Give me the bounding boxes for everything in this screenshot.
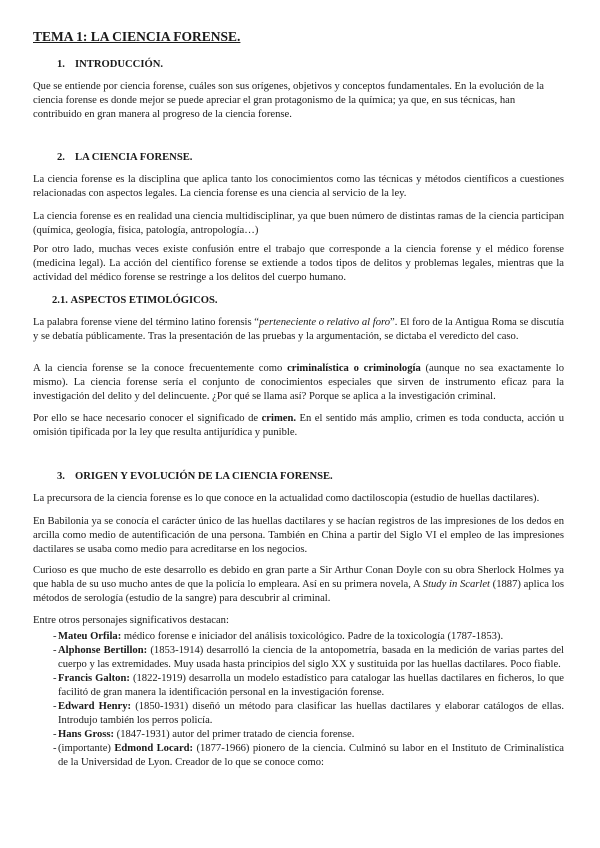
etymology-paragraph-3 [33, 412, 564, 440]
etymology-text-a: La palabra forense viene del término latino forensis “ [33, 317, 259, 328]
section-2-title: LA CIENCIA FORENSE. [75, 152, 193, 163]
person-name: Mateu Orfila: [58, 631, 122, 642]
person-name: Edward Henry: [58, 701, 132, 712]
novel-title: Study in Scarlet [422, 579, 490, 590]
etymology-text-b: ”. El foro de la Antigua Roma se discutía y se debatía públicamente. Tras la presentación de las pruebas y la argumentación, se dictaba el veredicto del caso. [33, 317, 564, 342]
person-description: (1877-1966) pionero de la ciencia. Culminó su labor en el Instituto de Criminalística de la Universidad de Lyon. Creador de lo que se conoce como: [58, 743, 565, 768]
crimen-text-a: Por ello se hace necesario conocer el significado de [33, 413, 262, 424]
doyle-text-a: Curioso es que mucho de este desarrollo es debido en gran parte a Sir Arthur Conan Doyle con su obra Sherlock Holmes ya que habla de su uso mucho antes de que la policía lo empleara. Así en su primera novela, A [33, 565, 564, 590]
section-3-title: ORIGEN Y EVOLUCIÓN DE LA CIENCIA FORENSE. [75, 471, 333, 482]
section-2-1-heading [52, 295, 218, 306]
list-dash: - [53, 701, 57, 712]
list-item [33, 700, 564, 728]
section-2-1-number: 2.1. [52, 295, 68, 306]
person-name: Edmond Locard: [114, 743, 194, 754]
etymology-paragraph-1 [33, 316, 564, 344]
criminalistica-term: criminalística o criminología [287, 363, 421, 374]
list-item [33, 728, 564, 742]
person-description: (1822-1919) desarrolla un modelo estadístico para catalogar las huellas dactilares en ficheros, lo que facilitó de gran manera la identificación personal en la investigación forense. [58, 673, 564, 698]
intro-paragraph: Que se entiende por ciencia forense, cuáles son sus orígenes, objetivos y conceptos fundamentales. En la evolución de la ciencia forense es donde mejor se puede apreciar el gran protagonismo de la química; ya que, en sus técnicas, han contribuido en gran manera al progreso de la ciencia forense. [33, 81, 544, 120]
section-2-heading [57, 152, 192, 163]
forense-paragraph-1: La ciencia forense es la disciplina que aplica tanto los conocimientos como las técnicas y métodos científicos a cuestiones relacionadas con aspectos legales. La ciencia forense es una ciencia al servicio de la ley. [33, 174, 564, 199]
origin-paragraph-4: Entre otros personajes significativos destacan: [33, 615, 229, 626]
section-2-1-title: ASPECTOS ETIMOLÓGICOS. [70, 295, 218, 306]
section-1-number: 1. [57, 59, 65, 70]
list-item [33, 630, 564, 644]
origin-paragraph-2: En Babilonia ya se conocía el carácter único de las huellas dactilares y se hacían registros de las impresiones de los dedos en arcilla como medio de autentificación de una persona. También en China a partir del Siglo VI el empleo de las impresiones dactilares se usaba como medio para acreditarse en los negocios. [33, 516, 564, 555]
doyle-text-b: (1887) aplica los métodos de serología (estudio de la sangre) para descubrir al criminal. [33, 579, 564, 604]
section-1-heading [57, 59, 163, 70]
person-description: (1847-1931) autor del primer tratado de ciencia forense. [114, 729, 355, 740]
forense-paragraph-3: Por otro lado, muchas veces existe confusión entre el trabajo que corresponde a la ciencia forense y el médico forense (medicina legal). La acción del científico forense se extiende a todos tipos de delitos y problemas legales, mientras que la actividad del médico forense se restringe a los delitos del cuerpo humano. [33, 244, 564, 283]
people-list-wrapper [33, 630, 564, 770]
section-2-number: 2. [57, 152, 65, 163]
crimen-term: crimen. [261, 413, 297, 424]
section-3-heading [57, 471, 333, 482]
origin-paragraph-1: La precursora de la ciencia forense es lo que conoce en la actualidad como dactiloscopia (estudio de huellas dactilares). [33, 493, 540, 504]
list-dash: - [53, 729, 57, 740]
person-description: médico forense e iniciador del análisis toxicológico. Padre de la toxicología (1787-1853). [121, 631, 504, 642]
list-item [33, 672, 564, 700]
crimen-text-b: En el sentido más amplio, crimen es toda conducta, acción u omisión tipificada por la ley que resulta antijurídica y punible. [33, 413, 564, 438]
page-title: TEMA 1: LA CIENCIA FORENSE. [33, 29, 241, 44]
person-name: Francis Galton: [58, 673, 130, 684]
list-dash: - [53, 645, 57, 656]
list-item [33, 742, 564, 770]
list-dash: - [53, 673, 57, 684]
forense-paragraph-2: La ciencia forense es en realidad una ciencia multidisciplinar, ya que buen número de distintas ramas de la ciencia participan (química, geología, física, patología, antropología…) [33, 211, 564, 236]
list-dash: - [53, 743, 57, 754]
section-3-number: 3. [57, 471, 65, 482]
criminalistica-text-b: (aunque no sea exactamente lo mismo). La ciencia forense sería el conjunto de conocimientos especiales que sirven de instrumento eficaz para la investigación del delito y del delincuente. ¿Por qué se llama así? Porque se aplica a la investigación criminal. [33, 363, 565, 402]
criminalistica-text-a: A la ciencia forense se la conoce frecuentemente como [33, 363, 288, 374]
person-name: Hans Gross: [58, 729, 115, 740]
list-dash: - [53, 631, 57, 642]
people-list [33, 630, 564, 770]
etymology-quote: perteneciente o relativo al foro [258, 317, 391, 328]
list-item [33, 644, 564, 672]
person-description: (1850-1931) diseñó un método para clasificar las huellas dactilares y elaborar catálogos de ellas. Introdujo también los perros policía. [58, 701, 564, 726]
section-1-title: INTRODUCCIÓN. [75, 59, 163, 70]
etymology-paragraph-2 [33, 362, 564, 404]
person-description: (1853-1914) desarrolló la ciencia de la antopometría, basada en la medición de varias partes del cuerpo y las extremidades. Muy usada hasta principios del siglo XX y sustituida por las huellas dactilares. Poco fiable. [58, 645, 564, 670]
person-name: Alphonse Bertillon: [58, 645, 148, 656]
person-note: (importante) [58, 743, 115, 754]
origin-paragraph-3 [33, 564, 564, 606]
